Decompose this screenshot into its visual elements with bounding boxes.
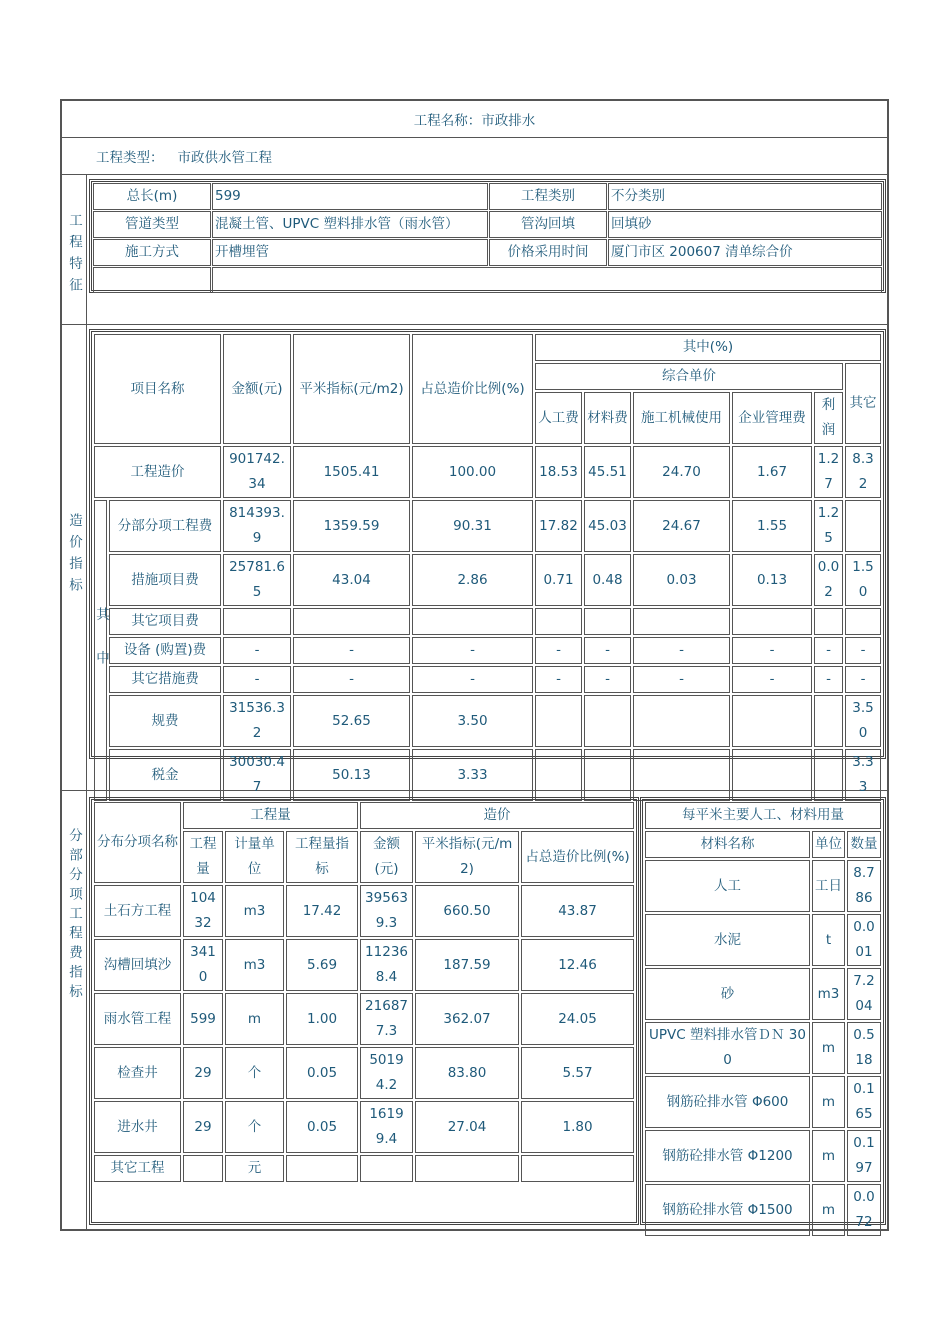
feature-key: 施工方式	[93, 239, 211, 266]
materials-title: 每平米主要人工、材料用量	[645, 802, 881, 829]
section-amount: 395639.3	[360, 885, 413, 937]
cost-mgmt: -	[732, 637, 812, 664]
cost-labor	[535, 695, 582, 747]
section-name: 雨水管工程	[94, 993, 181, 1045]
cost-per-sqm: -	[293, 637, 410, 664]
cost-row	[94, 554, 881, 606]
materials-table	[640, 797, 886, 1230]
cost-row	[94, 608, 881, 635]
material-name: 水泥	[645, 914, 810, 966]
cost-other: -	[845, 637, 881, 664]
header-labor: 人工费	[535, 392, 582, 444]
cost-row	[94, 749, 881, 801]
cost-mgmt	[732, 608, 812, 635]
material-row	[645, 968, 881, 1020]
cost-amount: 814393.9	[223, 500, 291, 552]
header-mgmt: 企业管理费	[732, 392, 812, 444]
cost-item-name: 措施项目费	[109, 554, 221, 606]
section-unit: 元	[225, 1155, 284, 1182]
header-ratio: 占总造价比例(%)	[412, 334, 533, 444]
cost-material	[584, 608, 631, 635]
section-name: 检查井	[94, 1047, 181, 1099]
cost-item-name: 工程造价	[94, 446, 221, 498]
feature-empty-key	[93, 267, 211, 293]
material-row	[645, 1076, 881, 1128]
cost-ratio: -	[412, 666, 533, 693]
header-per-sqm: 平米指标(元/m2)	[293, 334, 410, 444]
project-type	[96, 138, 887, 174]
header-qty-index: 工程量指标	[286, 831, 358, 883]
cost-section-label: 造价指标	[66, 513, 82, 599]
cost-profit: 1.27	[814, 446, 843, 498]
section-per-sqm: 83.80	[415, 1047, 519, 1099]
section-row	[94, 1047, 634, 1099]
material-row	[645, 860, 881, 912]
feature-key: 管沟回填	[489, 211, 607, 238]
cost-row	[94, 500, 881, 552]
header-material: 材料费	[584, 392, 631, 444]
section-per-sqm	[415, 1155, 519, 1182]
section-row	[94, 993, 634, 1045]
project-name: 工程名称：市政排水	[413, 113, 536, 129]
material-name: UPVC 塑料排水管ＤＮ 300	[645, 1022, 810, 1074]
cost-material: 45.51	[584, 446, 631, 498]
section-ratio: 43.87	[521, 885, 634, 937]
section-name: 土石方工程	[94, 885, 181, 937]
material-name: 钢筋砼排水管 Φ1200	[645, 1130, 810, 1182]
material-qty: 8.786	[847, 860, 881, 912]
section-row	[94, 1155, 634, 1182]
section-qty-index	[286, 1155, 358, 1182]
cost-labor: 0.71	[535, 554, 582, 606]
cost-ratio: 3.33	[412, 749, 533, 801]
materials-header-row	[645, 831, 881, 858]
feature-value: 回填砂	[608, 211, 882, 238]
section-qty-index: 17.42	[286, 885, 358, 937]
cost-profit: -	[814, 637, 843, 664]
material-unit: m	[812, 1184, 845, 1236]
cost-material: -	[584, 637, 631, 664]
cost-machine: 24.70	[633, 446, 730, 498]
cost-other	[845, 608, 881, 635]
section-name: 沟槽回填沙	[94, 939, 181, 991]
cost-amount: 901742.34	[223, 446, 291, 498]
cost-ratio: 90.31	[412, 500, 533, 552]
cost-amount: -	[223, 637, 291, 664]
section-unit: 个	[225, 1101, 284, 1153]
cost-header-row	[94, 334, 881, 361]
cost-labor	[535, 749, 582, 801]
material-name: 钢筋砼排水管 Φ1500	[645, 1184, 810, 1236]
cost-amount: -	[223, 666, 291, 693]
section-amount: 16199.4	[360, 1101, 413, 1153]
cost-row	[94, 695, 881, 747]
material-qty: 0.072	[847, 1184, 881, 1236]
header-profit: 利润	[814, 392, 843, 444]
section-qty: 29	[183, 1047, 223, 1099]
material-qty: 0.518	[847, 1022, 881, 1074]
feature-key: 工程类别	[489, 183, 607, 210]
section-unit: m	[225, 993, 284, 1045]
cost-profit	[814, 749, 843, 801]
cost-material: -	[584, 666, 631, 693]
header-per-sqm: 平米指标(元/m2)	[415, 831, 519, 883]
header-amount: 金额(元)	[223, 334, 291, 444]
feature-empty-value	[212, 267, 882, 293]
section-ratio: 1.80	[521, 1101, 634, 1153]
header-cost-group: 造价	[360, 802, 634, 829]
section-qty-index: 1.00	[286, 993, 358, 1045]
feature-row-empty	[93, 267, 882, 293]
cost-labor	[535, 608, 582, 635]
cost-item-name: 设备 (购置)费	[109, 637, 221, 664]
cost-mgmt	[732, 749, 812, 801]
material-name: 人工	[645, 860, 810, 912]
cost-amount: 25781.65	[223, 554, 291, 606]
feature-value: 开槽埋管	[212, 239, 488, 266]
header-other: 其它	[845, 363, 881, 444]
cost-ratio: 3.50	[412, 695, 533, 747]
section-qty: 599	[183, 993, 223, 1045]
cost-other: -	[845, 666, 881, 693]
feature-row	[93, 239, 882, 266]
cost-per-sqm: 43.04	[293, 554, 410, 606]
cost-profit: 0.02	[814, 554, 843, 606]
sections-table	[89, 797, 639, 1225]
feature-value: 厦门市区 200607 清单综合价	[608, 239, 882, 266]
material-unit: m	[812, 1022, 845, 1074]
cost-ratio: 100.00	[412, 446, 533, 498]
material-row	[645, 1130, 881, 1182]
header-project-name: 项目名称	[94, 334, 221, 444]
material-qty: 0.165	[847, 1076, 881, 1128]
cost-per-sqm: 1505.41	[293, 446, 410, 498]
cost-per-sqm: -	[293, 666, 410, 693]
cost-other: 3.33	[845, 749, 881, 801]
cost-mgmt: 0.13	[732, 554, 812, 606]
cost-ratio	[412, 608, 533, 635]
material-row	[645, 914, 881, 966]
cost-mgmt: -	[732, 666, 812, 693]
material-qty: 0.197	[847, 1130, 881, 1182]
cost-ratio: 2.86	[412, 554, 533, 606]
cost-table	[89, 329, 886, 795]
cost-profit: 1.25	[814, 500, 843, 552]
header-material-name: 材料名称	[645, 831, 810, 858]
cost-mgmt: 1.55	[732, 500, 812, 552]
material-qty: 7.204	[847, 968, 881, 1020]
cost-per-sqm: 1359.59	[293, 500, 410, 552]
section-qty	[183, 1155, 223, 1182]
cost-mgmt	[732, 695, 812, 747]
cost-item-name: 其它项目费	[109, 608, 221, 635]
features-section-label: 工程特征	[66, 213, 82, 299]
feature-value: 599	[212, 183, 488, 210]
header-amount: 金额(元)	[360, 831, 413, 883]
cost-row	[94, 637, 881, 664]
cost-machine: 0.03	[633, 554, 730, 606]
project-type-value: 市政供水管工程	[177, 150, 272, 166]
cost-item-name: 分部分项工程费	[109, 500, 221, 552]
feature-row	[93, 183, 882, 210]
cost-item-name: 规费	[109, 695, 221, 747]
cost-amount: 30030.47	[223, 749, 291, 801]
section-ratio: 5.57	[521, 1047, 634, 1099]
section-ratio	[521, 1155, 634, 1182]
section-header-row	[94, 802, 634, 829]
cost-machine	[633, 749, 730, 801]
material-row	[645, 1184, 881, 1236]
cost-machine: -	[633, 666, 730, 693]
header-ratio: 占总造价比例(%)	[521, 831, 634, 883]
cost-profit	[814, 695, 843, 747]
section-per-sqm: 660.50	[415, 885, 519, 937]
cost-item-name: 其它措施费	[109, 666, 221, 693]
cost-other: 3.50	[845, 695, 881, 747]
header-section-name: 分布分项名称	[94, 802, 181, 883]
cost-material	[584, 695, 631, 747]
cost-per-sqm	[293, 608, 410, 635]
cost-machine	[633, 695, 730, 747]
features-table	[89, 179, 886, 293]
cost-per-sqm: 52.65	[293, 695, 410, 747]
material-unit: m	[812, 1130, 845, 1182]
section-amount: 112368.4	[360, 939, 413, 991]
materials-title-row	[645, 802, 881, 829]
section-ratio: 24.05	[521, 993, 634, 1045]
section-row	[94, 939, 634, 991]
cost-amount	[223, 608, 291, 635]
cost-other: 8.32	[845, 446, 881, 498]
section-qty-index: 0.05	[286, 1047, 358, 1099]
feature-value: 不分类别	[608, 183, 882, 210]
header-unit: 计量单位	[225, 831, 284, 883]
header-quantity-group: 工程量	[183, 802, 358, 829]
sub-group-label: 其中	[94, 500, 107, 801]
feature-key: 价格采用时间	[489, 239, 607, 266]
feature-key: 管道类型	[93, 211, 211, 238]
section-unit: 个	[225, 1047, 284, 1099]
section-qty-index: 0.05	[286, 1101, 358, 1153]
section-name: 其它工程	[94, 1155, 181, 1182]
cost-other: 1.50	[845, 554, 881, 606]
cost-material: 0.48	[584, 554, 631, 606]
cost-labor: 17.82	[535, 500, 582, 552]
header-of-which: 其中(%)	[535, 334, 881, 361]
cost-labor: 18.53	[535, 446, 582, 498]
cost-profit: -	[814, 666, 843, 693]
section-name: 进水井	[94, 1101, 181, 1153]
material-qty: 0.001	[847, 914, 881, 966]
material-unit: 工日	[812, 860, 845, 912]
section-amount	[360, 1155, 413, 1182]
material-unit: m3	[812, 968, 845, 1020]
project-type-label: 工程类型：	[96, 150, 164, 166]
feature-row	[93, 211, 882, 238]
cost-item-name: 税金	[109, 749, 221, 801]
material-unit: m	[812, 1076, 845, 1128]
cost-labor: -	[535, 666, 582, 693]
section-qty: 29	[183, 1101, 223, 1153]
cost-mgmt: 1.67	[732, 446, 812, 498]
material-name: 砂	[645, 968, 810, 1020]
header-unit-price: 综合单价	[535, 363, 843, 390]
material-row	[645, 1022, 881, 1074]
section-amount: 216877.3	[360, 993, 413, 1045]
sections-section-label: 分部分项工程费指标	[66, 828, 82, 1004]
header-machine: 施工机械使用	[633, 392, 730, 444]
section-per-sqm: 187.59	[415, 939, 519, 991]
section-unit: m3	[225, 939, 284, 991]
section-qty-index: 5.69	[286, 939, 358, 991]
section-row	[94, 1101, 634, 1153]
cost-machine: 24.67	[633, 500, 730, 552]
cost-row	[94, 446, 881, 498]
cost-machine	[633, 608, 730, 635]
header-material-qty: 数量	[847, 831, 881, 858]
feature-key: 总长(m)	[93, 183, 211, 210]
section-qty: 3410	[183, 939, 223, 991]
section-ratio: 12.46	[521, 939, 634, 991]
cost-per-sqm: 50.13	[293, 749, 410, 801]
cost-material	[584, 749, 631, 801]
header-material-unit: 单位	[812, 831, 845, 858]
cost-machine: -	[633, 637, 730, 664]
section-row	[94, 885, 634, 937]
cost-material: 45.03	[584, 500, 631, 552]
section-unit: m3	[225, 885, 284, 937]
section-qty: 10432	[183, 885, 223, 937]
cost-profit	[814, 608, 843, 635]
cost-labor: -	[535, 637, 582, 664]
section-amount: 50194.2	[360, 1047, 413, 1099]
cost-ratio: -	[412, 637, 533, 664]
cost-other	[845, 500, 881, 552]
material-name: 钢筋砼排水管 Φ600	[645, 1076, 810, 1128]
header-qty: 工程量	[183, 831, 223, 883]
cost-amount: 31536.32	[223, 695, 291, 747]
feature-value: 混凝土管、UPVC 塑料排水管（雨水管）	[212, 211, 488, 238]
section-per-sqm: 27.04	[415, 1101, 519, 1153]
material-unit: t	[812, 914, 845, 966]
section-per-sqm: 362.07	[415, 993, 519, 1045]
cost-row	[94, 666, 881, 693]
